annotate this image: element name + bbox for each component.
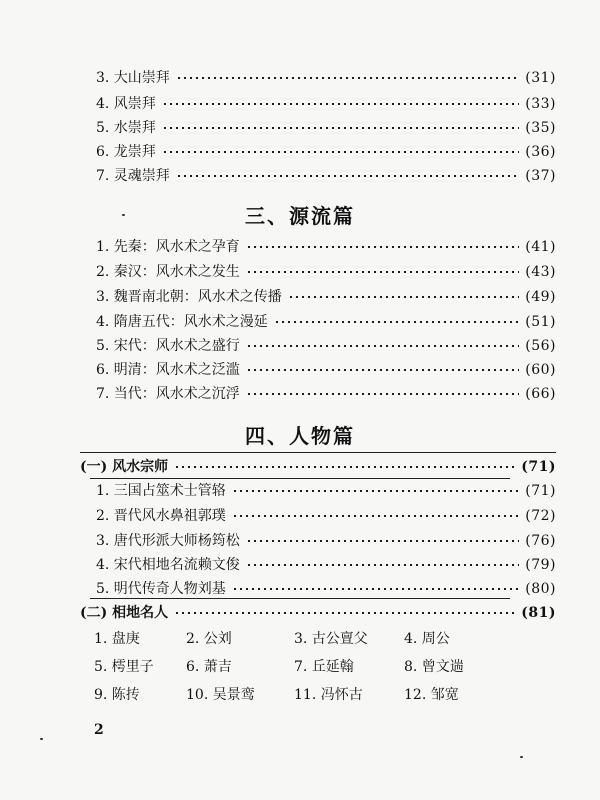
toc-entry-label: 1. 先秦：风水术之孕育 bbox=[96, 239, 240, 255]
toc-entry-page: (31) bbox=[525, 70, 556, 86]
leader-dots bbox=[288, 296, 519, 298]
toc-subsection-page: (81) bbox=[521, 605, 556, 621]
leader-dots bbox=[174, 612, 515, 614]
toc-entry bbox=[96, 359, 556, 381]
toc-entry-label: 3. 魏晋南北朝：风水术之传播 bbox=[96, 289, 282, 305]
toc-entry-label: 5. 明代传奇人物刘基 bbox=[96, 581, 226, 597]
leader-dots bbox=[162, 151, 519, 153]
section-title-people: 四、人物篇 bbox=[245, 424, 355, 448]
leader-dots bbox=[246, 540, 519, 542]
toc-entry-label: 6. 明清：风水术之泛滥 bbox=[96, 362, 240, 378]
toc-entry-page: (51) bbox=[525, 314, 556, 330]
person-item: 8. 曾文遄 bbox=[404, 659, 464, 675]
person-item: 9. 陈抟 bbox=[94, 687, 140, 703]
toc-subsection bbox=[80, 602, 556, 624]
toc-subsection-label: (一) 风水宗师 bbox=[80, 459, 169, 475]
toc-entry bbox=[96, 335, 556, 357]
leader-dots bbox=[176, 175, 519, 177]
toc-entry bbox=[96, 67, 556, 89]
toc-entry bbox=[96, 530, 556, 552]
toc-entry bbox=[96, 505, 556, 527]
leader-dots bbox=[162, 103, 519, 105]
divider-line bbox=[90, 598, 510, 599]
toc-entry bbox=[96, 480, 556, 502]
toc-entry-page: (71) bbox=[525, 483, 556, 499]
toc-entry bbox=[96, 141, 556, 163]
toc-entry-page: (35) bbox=[525, 120, 556, 136]
leader-dots bbox=[174, 466, 515, 468]
person-list bbox=[94, 628, 514, 706]
toc-entry-label: 2. 秦汉：风水术之发生 bbox=[96, 264, 240, 280]
toc-entry bbox=[96, 578, 556, 600]
toc-entry bbox=[96, 93, 556, 115]
leader-dots bbox=[246, 393, 519, 395]
toc-entry-label: 4. 隋唐五代：风水术之漫延 bbox=[96, 314, 268, 330]
scan-speck bbox=[40, 738, 43, 740]
toc-entry-page: (37) bbox=[525, 168, 556, 184]
toc-subsection-page: (71) bbox=[521, 459, 556, 475]
person-item: 7. 丘延翰 bbox=[294, 659, 354, 675]
toc-entry-page: (60) bbox=[525, 362, 556, 378]
leader-dots bbox=[246, 246, 519, 248]
toc-entry-label: 7. 灵魂崇拜 bbox=[96, 168, 170, 184]
person-item: 1. 盘庚 bbox=[94, 631, 140, 647]
toc-entry-label: 5. 水崇拜 bbox=[96, 120, 156, 136]
toc-entry-page: (72) bbox=[525, 508, 556, 524]
toc-entry-page: (79) bbox=[525, 557, 556, 573]
toc-entry-page: (80) bbox=[525, 581, 556, 597]
divider-line bbox=[80, 452, 556, 453]
leader-dots bbox=[232, 490, 519, 492]
toc-entry-label: 6. 龙崇拜 bbox=[96, 144, 156, 160]
person-item: 6. 萧吉 bbox=[186, 659, 232, 675]
toc-entry-page: (56) bbox=[525, 338, 556, 354]
leader-dots bbox=[232, 515, 519, 517]
person-item: 3. 古公亶父 bbox=[294, 631, 368, 647]
toc-entry bbox=[96, 383, 556, 405]
leader-dots bbox=[246, 345, 519, 347]
toc-entry bbox=[96, 554, 556, 576]
divider-line bbox=[90, 478, 510, 479]
section-title-origins: 三、源流篇 bbox=[245, 204, 355, 228]
toc-entry-page: (66) bbox=[525, 386, 556, 402]
toc-entry-page: (33) bbox=[525, 96, 556, 112]
toc-entry-label: 2. 晋代风水鼻祖郭璞 bbox=[96, 508, 226, 524]
toc-entry-page: (43) bbox=[525, 264, 556, 280]
person-item: 10. 吴景鸾 bbox=[186, 687, 255, 703]
toc-entry-label: 3. 大山崇拜 bbox=[96, 70, 170, 86]
leader-dots bbox=[246, 564, 519, 566]
toc-entry-label: 4. 宋代相地名流赖文俊 bbox=[96, 557, 240, 573]
toc-entry bbox=[96, 117, 556, 139]
leader-dots bbox=[246, 271, 519, 273]
toc-entry-label: 1. 三国占筮术士管辂 bbox=[96, 483, 226, 499]
toc-entry bbox=[96, 236, 556, 258]
toc-entry bbox=[96, 286, 556, 308]
toc-entry-page: (76) bbox=[525, 533, 556, 549]
person-item: 4. 周公 bbox=[404, 631, 450, 647]
page-number: 2 bbox=[94, 722, 104, 738]
toc-entry-page: (36) bbox=[525, 144, 556, 160]
toc-entry-page: (41) bbox=[525, 239, 556, 255]
leader-dots bbox=[176, 77, 519, 79]
toc-entry-label: 5. 宋代：风水术之盛行 bbox=[96, 338, 240, 354]
person-item: 11. 冯怀古 bbox=[294, 687, 363, 703]
leader-dots bbox=[232, 588, 519, 590]
scan-speck bbox=[122, 214, 125, 216]
person-item: 2. 公刘 bbox=[186, 631, 232, 647]
scan-speck bbox=[520, 756, 523, 758]
person-item: 5. 樗里子 bbox=[94, 659, 154, 675]
toc-entry-label: 4. 风崇拜 bbox=[96, 96, 156, 112]
leader-dots bbox=[246, 369, 519, 371]
toc-entry-label: 7. 当代：风水术之沉浮 bbox=[96, 386, 240, 402]
toc-entry-page: (49) bbox=[525, 289, 556, 305]
toc-subsection-label: (二) 相地名人 bbox=[80, 605, 169, 621]
leader-dots bbox=[274, 321, 519, 323]
toc-entry bbox=[96, 311, 556, 333]
toc-entry bbox=[96, 261, 556, 283]
toc-entry-label: 3. 唐代形派大师杨筠松 bbox=[96, 533, 240, 549]
toc-entry bbox=[96, 165, 556, 187]
leader-dots bbox=[162, 127, 519, 129]
person-item: 12. 邹宽 bbox=[404, 687, 459, 703]
toc-subsection bbox=[80, 456, 556, 478]
